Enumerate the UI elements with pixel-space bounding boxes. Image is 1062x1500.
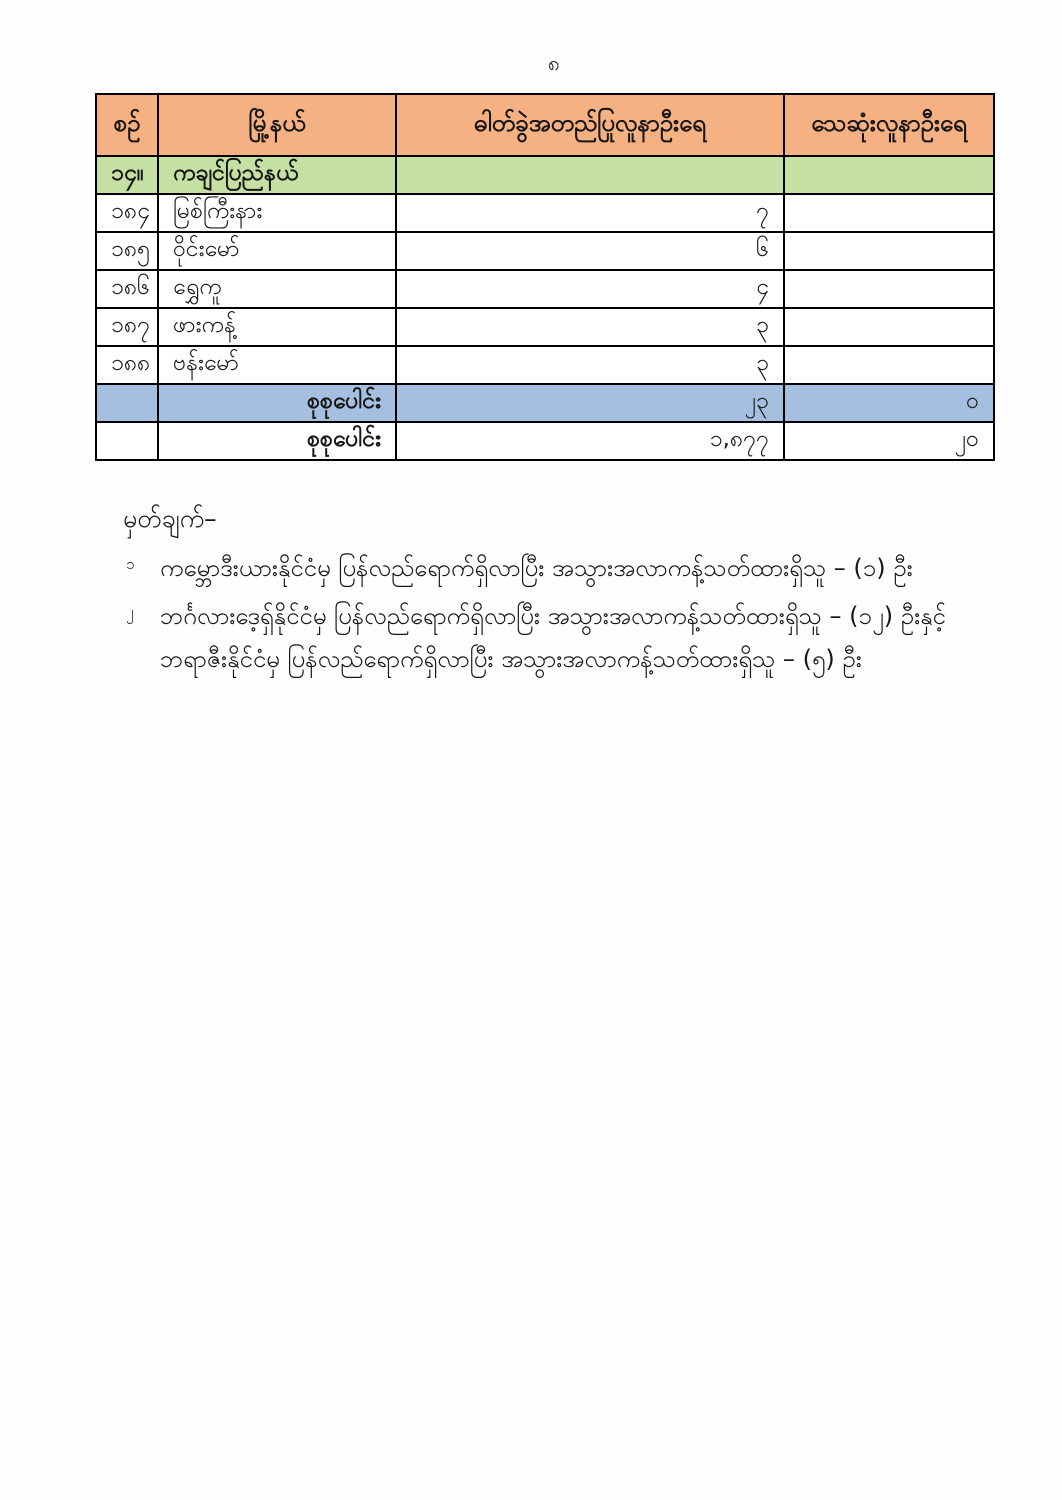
grandtotal-deaths: ၂၀ <box>784 422 994 460</box>
state-name: ကချင်ပြည်နယ် <box>158 156 396 194</box>
row-township: မြစ်ကြီးနား <box>158 194 396 232</box>
subtotal-label: စုစုပေါင်း <box>158 384 396 422</box>
state-deaths-empty <box>784 156 994 194</box>
note-line-2: ဘရာဇီးနိုင်ငံမှ ပြန်လည်ရောက်ရှိလာပြီး အသွားအလာကန့်သတ်ထားရှိသူ – (၅) ဦး <box>160 645 862 674</box>
subtotal-confirmed: ၂၃ <box>396 384 784 422</box>
row-confirmed: ၇ <box>396 194 784 232</box>
notes-section <box>110 500 1000 678</box>
header-township: မြို့နယ် <box>158 94 396 156</box>
notes-heading: မှတ်ချက်– <box>123 504 217 533</box>
table-header-row <box>96 94 994 156</box>
header-serial: စဉ် <box>96 94 158 156</box>
row-deaths <box>784 346 994 384</box>
note-item-2 <box>110 598 1000 678</box>
page-number: ၈ <box>548 51 560 75</box>
subtotal-serial-empty <box>96 384 158 422</box>
state-serial: ၁၄။ <box>96 156 158 194</box>
subtotal-deaths: ၀ <box>784 384 994 422</box>
table-row <box>96 194 994 232</box>
table-row <box>96 232 994 270</box>
row-serial: ၁၈၄ <box>96 194 158 232</box>
row-confirmed: ၃ <box>396 308 784 346</box>
row-serial: ၁၈၈ <box>96 346 158 384</box>
grandtotal-label: စုစုပေါင်း <box>158 422 396 460</box>
covid-township-table <box>95 93 995 461</box>
row-deaths <box>784 232 994 270</box>
row-township: ဝိုင်းမော် <box>158 232 396 270</box>
state-subtotal-row <box>96 384 994 422</box>
row-township: ဖားကန့် <box>158 308 396 346</box>
row-confirmed: ၄ <box>396 270 784 308</box>
row-township: ရွှေကူ <box>158 270 396 308</box>
grand-total-row <box>96 422 994 460</box>
row-confirmed: ၃ <box>396 346 784 384</box>
row-township: ဗန်းမော် <box>158 346 396 384</box>
state-confirmed-empty <box>396 156 784 194</box>
grandtotal-confirmed: ၁,၈၇၇ <box>396 422 784 460</box>
grandtotal-serial-empty <box>96 422 158 460</box>
row-confirmed: ၆ <box>396 232 784 270</box>
table-row <box>96 270 994 308</box>
header-confirmed-cases: ဓါတ်ခွဲအတည်ပြုလူနာဦးရေ <box>396 94 784 156</box>
header-deaths: သေဆုံးလူနာဦးရေ <box>784 94 994 156</box>
table-row <box>96 308 994 346</box>
row-serial: ၁၈၅ <box>96 232 158 270</box>
note-item-1 <box>110 550 1000 587</box>
row-deaths <box>784 270 994 308</box>
note-line-1: ဘင်္ဂလားဒေ့ရှ်နိုင်ငံမှ ပြန်လည်ရောက်ရှိလာပြီး အသွားအလာကန့်သတ်ထားရှိသူ – (၁၂) ဦးနှင့် <box>160 601 946 630</box>
table-row <box>96 346 994 384</box>
note-marker: ၁ <box>126 554 135 573</box>
note-text: ကမ္ဘောဒီးယားနိုင်ငံမှ ပြန်လည်ရောက်ရှိလာပြီး အသွားအလာကန့်သတ်ထားရှိသူ – (၁) ဦး <box>160 553 913 582</box>
note-marker: ၂ <box>126 602 134 621</box>
state-row-kachin <box>96 156 994 194</box>
row-serial: ၁၈၆ <box>96 270 158 308</box>
row-serial: ၁၈၇ <box>96 308 158 346</box>
row-deaths <box>784 194 994 232</box>
note-text <box>160 598 1000 678</box>
row-deaths <box>784 308 994 346</box>
